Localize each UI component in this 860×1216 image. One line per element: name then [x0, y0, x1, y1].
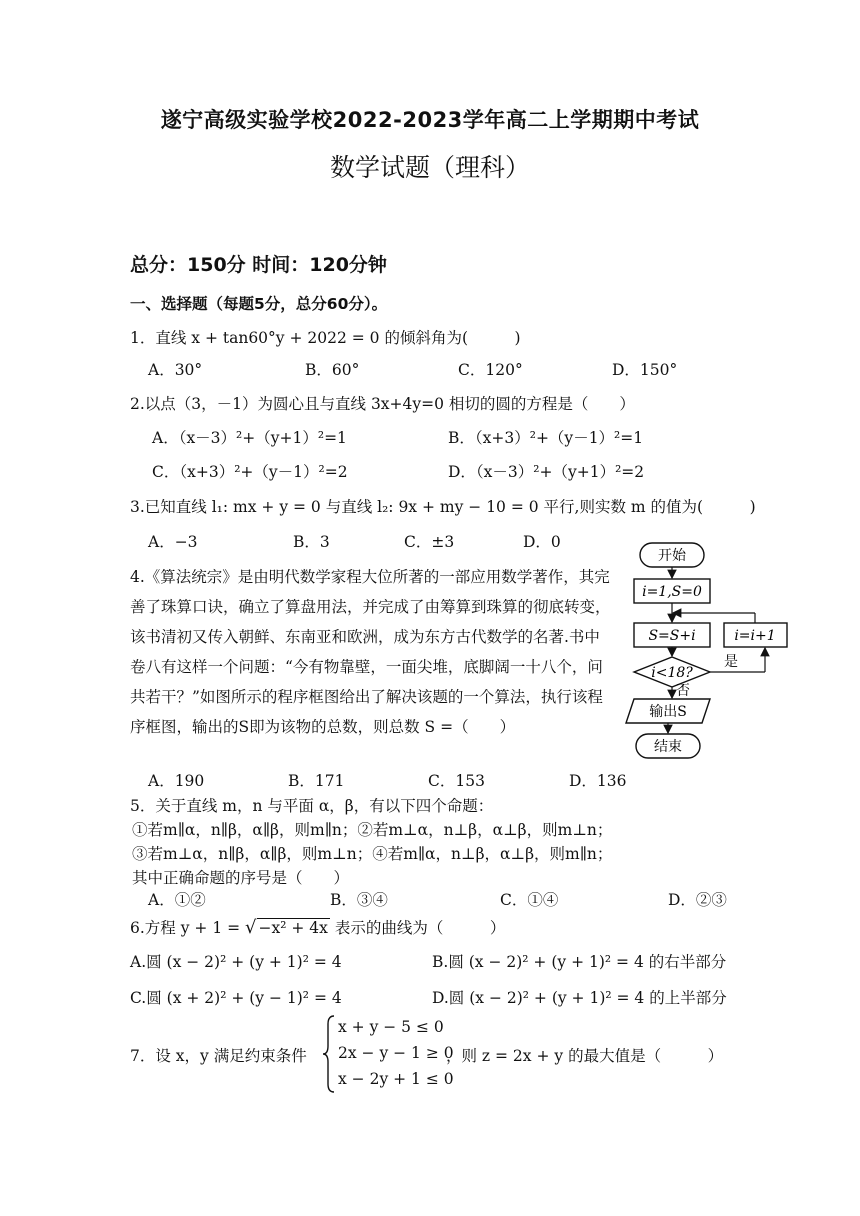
q4-option-a: A．190: [148, 772, 205, 790]
q3-option-b: B．3: [293, 533, 330, 551]
q4-stem: 4.《算法统宗》是由明代数学家程大位所著的一部应用数学著作，其完善了珠算口诀，确立了算盘用法，并完成了由筹算到珠算的彻底转变，该书清初又传入朝鲜、东南亚和欧洲，成为东方古代数学的名著.书中卷八有这样一个问题：“今有物靠壁，一面尖堆，底脚阔一十八个，问共若干？”如图所示的程序框图给出了解决该题的一个算法，执行该程序框图，输出的S即为该物的总数，则总数 S =（ ）: [130, 568, 611, 736]
flow-increment-label: i=i+1: [734, 628, 776, 644]
flow-output-label: 输出S: [649, 704, 687, 720]
q5-propositions-2: ③若m⊥α，n∥β，α∥β，则m⊥n；④若m∥α，n⊥β，α⊥β，则m∥n；: [132, 845, 613, 863]
q7-constraint-2: 2x − y − 1 ≥ 0: [338, 1044, 454, 1062]
q6-option-d: D.圆 (x − 2)² + (y + 1)² = 4 的上半部分: [432, 989, 727, 1007]
q5-option-b: B．③④: [330, 891, 388, 909]
flow-condition-label: i<18?: [651, 665, 693, 681]
q1-option-d: D．150°: [612, 361, 678, 379]
q5-prompt: 其中正确命题的序号是（ ）: [132, 869, 350, 887]
q3-option-c: C．±3: [404, 533, 455, 551]
q1-option-b: B．60°: [305, 361, 360, 379]
flow-sum-label: S=S+i: [648, 628, 696, 644]
q7-stem-prefix: 7．设 x，y 满足约束条件: [130, 1047, 307, 1065]
exam-info: 总分：150分 时间：120分钟: [130, 254, 387, 276]
q6-option-c: C.圆 (x + 2)² + (y − 1)² = 4: [130, 989, 342, 1007]
q5-propositions-1: ①若m∥α，n∥β，α∥β，则m∥n；②若m⊥α，n⊥β，α⊥β，则m⊥n；: [132, 821, 613, 839]
q4-option-d: D．136: [569, 772, 627, 790]
q6-option-b: B.圆 (x − 2)² + (y + 1)² = 4 的右半部分: [432, 953, 727, 971]
exam-title: 遂宁高级实验学校2022-2023学年高二上学期期中考试: [160, 108, 700, 132]
q7-constraint-3: x − 2y + 1 ≤ 0: [338, 1070, 454, 1088]
q7-constraint-1: x + y − 5 ≤ 0: [338, 1018, 444, 1036]
q6-radicand: −x² + 4x: [258, 919, 328, 937]
q3-option-a: A．−3: [148, 533, 198, 551]
q2-option-b: B．（x+3）²+（y－1）²=1: [448, 429, 644, 447]
q3-stem: 3.已知直线 l₁: mx + y = 0 与直线 l₂: 9x + my − 10 = 0 平行,则实数 m 的值为( ): [130, 498, 756, 516]
q5-option-c: C．①④: [500, 891, 559, 909]
q5-option-d: D．②③: [668, 891, 727, 909]
q5-option-a: A．①②: [148, 891, 206, 909]
q4-option-c: C．153: [428, 772, 485, 790]
q2-option-a: A．（x－3）²+（y+1）²=1: [152, 429, 347, 447]
q7-brace: [322, 1014, 336, 1094]
q7-stem-suffix: ，则 z = 2x + y 的最大值是（ ）: [446, 1047, 724, 1065]
flow-no-label: 否: [676, 683, 690, 699]
q4-option-b: B．171: [288, 772, 345, 790]
q6-option-a: A.圆 (x − 2)² + (y + 1)² = 4: [130, 953, 342, 971]
program-flowchart: [620, 540, 795, 765]
section-heading: 一、选择题（每题5分，总分60分）。: [130, 295, 388, 313]
q1-option-c: C．120°: [458, 361, 523, 379]
q3-option-d: D．0: [523, 533, 561, 551]
q2-stem: 2.以点（3，－1）为圆心且与直线 3x+4y=0 相切的圆的方程是（ ）: [130, 395, 635, 413]
q6-stem: 6.方程 y + 1 = √ −x² + 4x 表示的曲线为（ ）: [130, 917, 506, 938]
flow-start-label: 开始: [658, 548, 686, 564]
q1-option-a: A．30°: [148, 361, 203, 379]
q5-stem: 5．关于直线 m，n 与平面 α，β，有以下四个命题：: [130, 797, 494, 815]
flow-init-label: i=1,S=0: [642, 584, 702, 600]
q2-option-d: D．（x－3）²+（y+1）²=2: [448, 463, 645, 481]
exam-subtitle: 数学试题（理科）: [329, 153, 530, 182]
q2-option-c: C．（x+3）²+（y－1）²=2: [152, 463, 348, 481]
q1-stem: 1．直线 x + tan60°y + 2022 = 0 的倾斜角为( ): [130, 329, 521, 347]
flow-yes-label: 是: [724, 654, 738, 670]
flow-end-label: 结束: [654, 739, 682, 755]
